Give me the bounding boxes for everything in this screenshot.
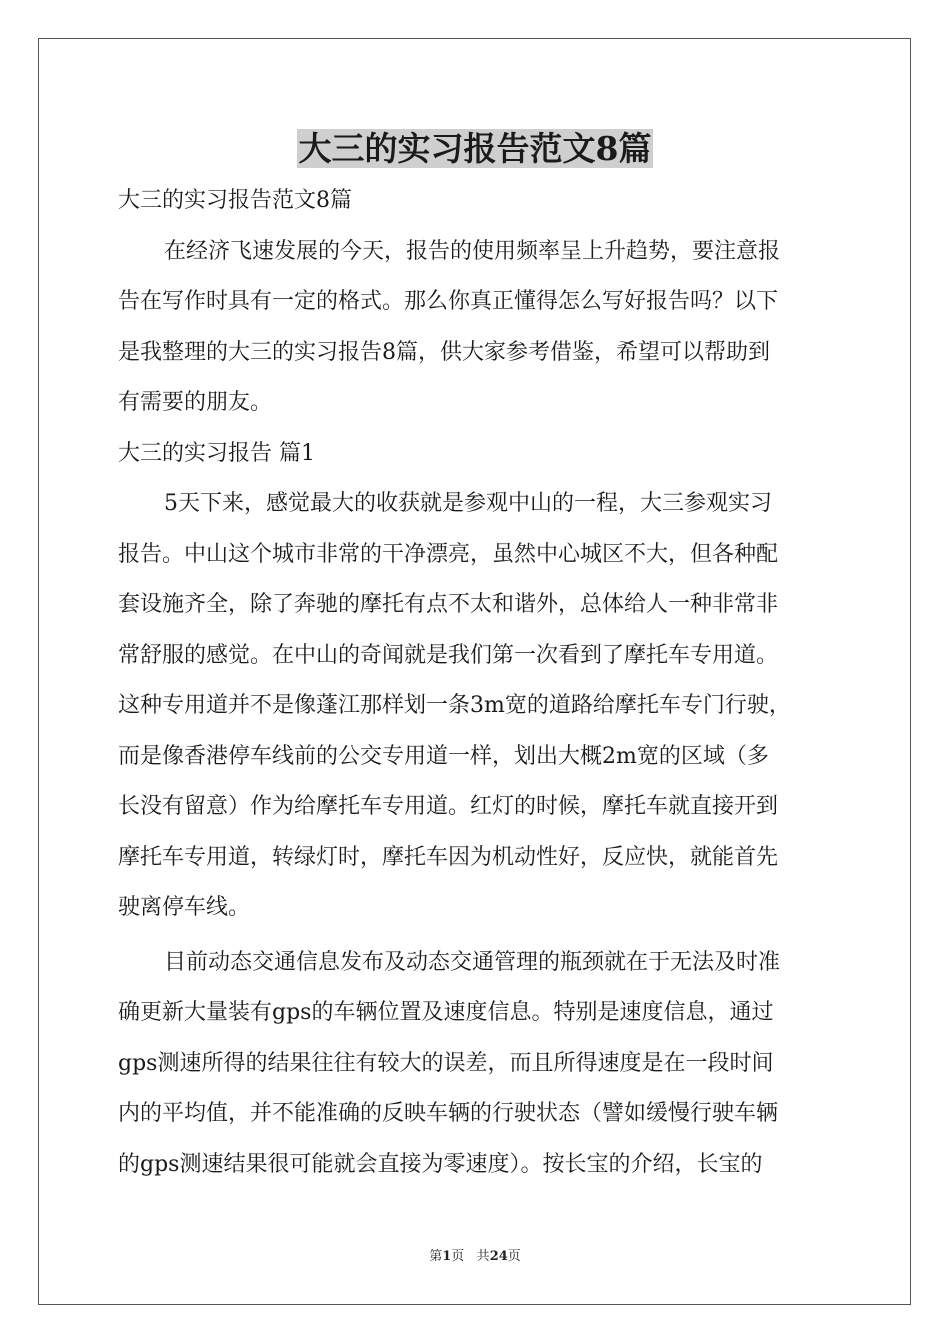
paragraph-line: 5天下来，感觉最大的收获就是参观中山的一程，大三参观实习 [164, 491, 772, 516]
section-heading: 大三的实习报告 篇1 [118, 440, 315, 466]
total-prefix: 共 [476, 1249, 490, 1264]
paragraph-line: 报告。中山这个城市非常的干净漂亮，虽然中心城区不大，但各种配 [118, 541, 779, 567]
page-suffix: 页 [451, 1249, 465, 1264]
paragraph-line: 长没有留意）作为给摩托车专用道。红灯的时候，摩托车就直接开到 [118, 794, 779, 819]
document-body [118, 176, 838, 1190]
page-footer [0, 1248, 950, 1266]
total-suffix: 页 [507, 1249, 521, 1264]
paragraph-line: gps测速所得的结果往往有较大的误差，而且所得速度是在一段时间 [118, 1050, 774, 1076]
body-paragraph-1 [118, 479, 838, 934]
intro-line: 有需要的朋友。 [118, 390, 273, 415]
document-title-text: 大三的实习报告范文8篇 [298, 129, 652, 168]
paragraph-line: 摩托车专用道，转绿灯时，摩托车因为机动性好，反应快，就能首先 [118, 844, 779, 870]
document-subtitle: 大三的实习报告范文8篇 [118, 188, 352, 213]
paragraph-line: 目前动态交通信息发布及动态交通管理的瓶颈就在于无法及时准 [164, 949, 781, 975]
intro-paragraph [118, 227, 838, 429]
total-pages: 24 [489, 1249, 508, 1264]
paragraph-line: 而是像香港停车线前的公交专用道一样，划出大概2m宽的区域（多 [118, 743, 769, 769]
paragraph-line: 驶离停车线。 [118, 895, 251, 920]
paragraph-line: 的gps测速结果很可能就会直接为零速度）。按长宝的介绍，长宝的 [118, 1151, 763, 1177]
page-prefix: 第 [429, 1249, 443, 1264]
document-title [0, 126, 950, 172]
intro-line: 在经济飞速发展的今天，报告的使用频率呈上升趋势，要注意报 [164, 238, 781, 264]
intro-line: 告在写作时具有一定的格式。那么你真正懂得怎么写好报告吗？以下 [118, 289, 779, 314]
intro-line: 是我整理的大三的实习报告8篇，供大家参考借鉴，希望可以帮助到 [118, 339, 770, 365]
page-number: 1 [442, 1249, 452, 1264]
paragraph-line: 这种专用道并不是像蓬江那样划一条3m宽的道路给摩托车专门行驶， [118, 693, 791, 718]
paragraph-line: 常舒服的感觉。在中山的奇闻就是我们第一次看到了摩托车专用道。 [118, 642, 779, 668]
paragraph-line: 内的平均值，并不能准确的反映车辆的行驶状态（譬如缓慢行驶车辆 [118, 1101, 779, 1126]
paragraph-line: 确更新大量装有gps的车辆位置及速度信息。特别是速度信息，通过 [118, 1000, 774, 1025]
body-paragraph-2 [118, 938, 838, 1191]
paragraph-line: 套设施齐全，除了奔驰的摩托有点不太和谐外，总体给人一种非常非 [118, 592, 779, 617]
